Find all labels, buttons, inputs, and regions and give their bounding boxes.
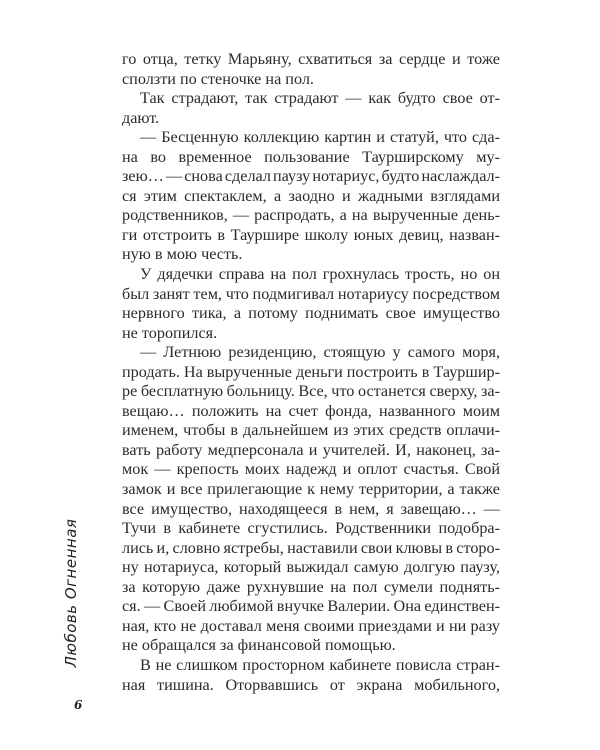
text-line: на во временное пользование Таурширскому му- bbox=[122, 147, 500, 166]
text-line: сползти по стеночке на пол. bbox=[122, 69, 314, 88]
text-line: У дядечки справа на пол грохнулась трость, но он bbox=[140, 265, 500, 284]
text-line: ся этим спектаклем, а заодно и жадными взглядами bbox=[122, 186, 500, 205]
text-line: нервного тика, а потому поднимать свое имущество bbox=[122, 304, 500, 323]
text-line: Так страдают, так страдают — как будто свое от- bbox=[140, 89, 500, 108]
text-line: ну нотариуса, который выжидал самую долгую паузу, bbox=[122, 558, 500, 577]
text-line: продать. На вырученные деньги построить в Тауршир- bbox=[122, 362, 500, 381]
running-head-author: Любовь Огненная bbox=[62, 518, 80, 668]
text-line: ная тишина. Оторвавшись от экрана мобильного, bbox=[122, 675, 500, 694]
text-line: замок и все прилегающие к нему территории, а также bbox=[122, 480, 500, 499]
text-line: В не слишком просторном кабинете повисла стран- bbox=[140, 655, 500, 674]
text-line: ре бесплатную больницу. Все, что останется сверху, за- bbox=[122, 382, 500, 401]
text-line: за которую даже рухнувшие на пол сумели поднять- bbox=[122, 577, 500, 596]
text-line: зею… — снова сделал паузу нотариус, будто наслаждал- bbox=[122, 167, 500, 186]
text-line: — Бесценную коллекцию картин и статуй, что сда- bbox=[140, 128, 500, 147]
text-line: лись и, словно ястребы, наставили свои клювы в сторо- bbox=[122, 538, 500, 557]
text-line: го отца, тетку Марьяну, схватиться за сердце и тоже bbox=[122, 50, 500, 68]
text-line: мок — крепость моих надежд и оплот счастья. Свой bbox=[122, 460, 500, 479]
text-line: ся. — Своей любимой внучке Валерии. Она единствен- bbox=[122, 597, 500, 616]
text-line: вать работу медперсонала и учителей. И, наконец, за- bbox=[122, 440, 500, 459]
text-line: именем, чтобы в дальнейшем из этих средств оплачи- bbox=[122, 421, 500, 440]
text-line: ная, кто не доставал меня своими приездами и ни разу bbox=[122, 616, 500, 635]
text-line: ги отстроить в Тауршире школу юных девиц, назван- bbox=[122, 225, 500, 244]
text-line: вещаю… положить на счет фонда, названного моим bbox=[122, 401, 500, 420]
text-line: был занят тем, что подмигивал нотариусу посредством bbox=[122, 284, 500, 303]
text-line: родственников, — распродать, а на вырученные день- bbox=[122, 206, 500, 225]
page-number: 6 bbox=[74, 698, 83, 712]
text-line: все имущество, находящееся в нем, я завещаю… — bbox=[122, 499, 500, 518]
text-line: дают. bbox=[122, 108, 160, 127]
text-line: ную в мою честь. bbox=[122, 245, 243, 264]
text-line: Тучи в кабинете сгустились. Родственники подобра- bbox=[122, 519, 500, 538]
body-text bbox=[122, 50, 500, 695]
text-line: не обращался за финансовой помощью. bbox=[122, 636, 396, 655]
text-line: — Летнюю резиденцию, стоящую у самого моря, bbox=[140, 343, 500, 362]
text-line: не торопился. bbox=[122, 323, 218, 342]
